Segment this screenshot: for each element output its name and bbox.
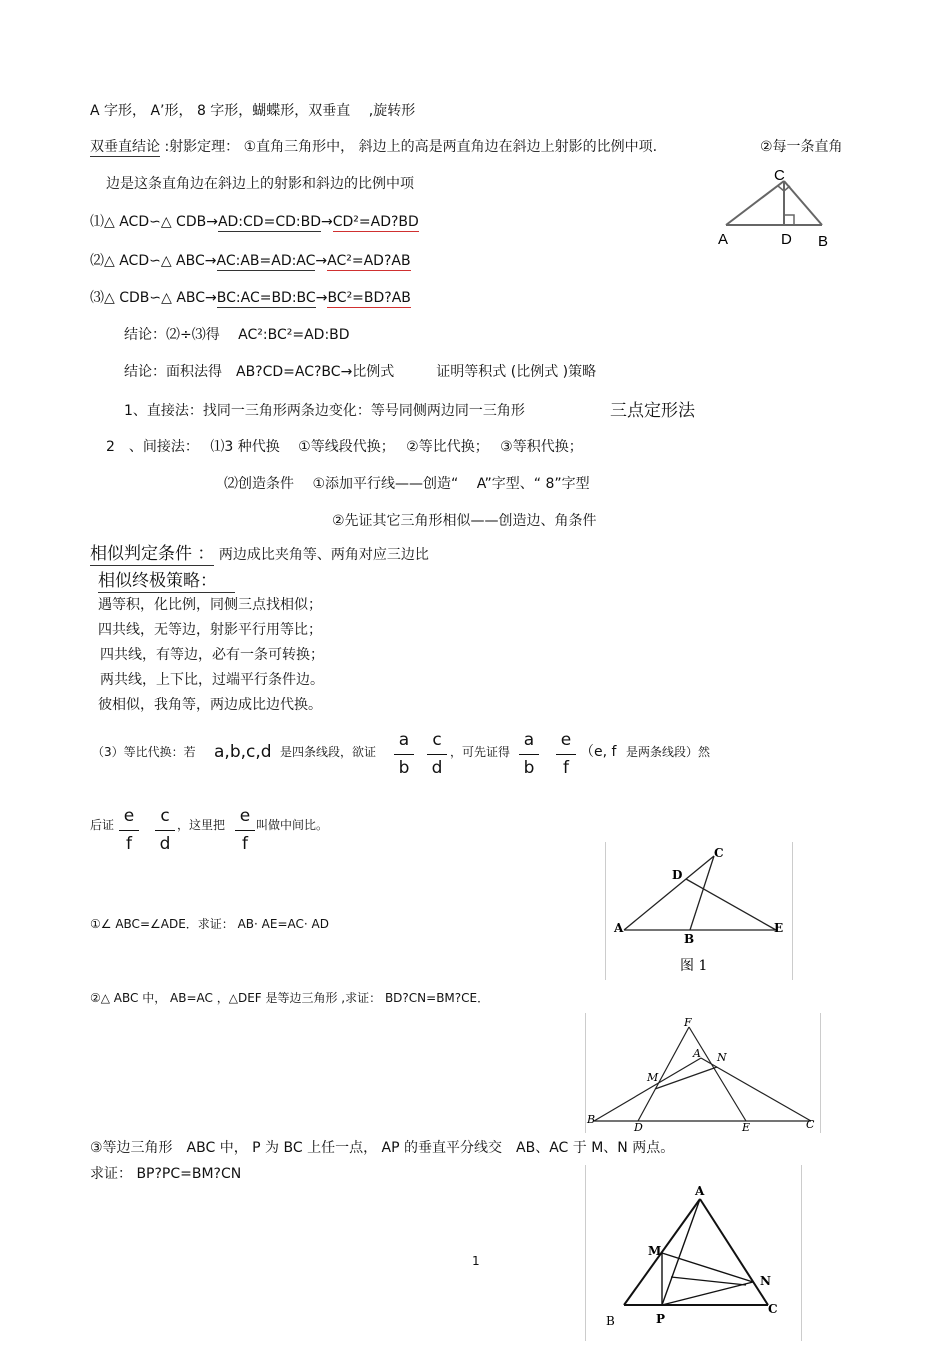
similarity-criteria-line xyxy=(90,544,429,564)
method-direct: 1、直接法：找同一三角形两条边变化：等号同侧两边同一三角形 xyxy=(124,403,525,419)
eq-substitution-intro: （3）等比代换：若 xyxy=(92,745,196,759)
item-2-arrow: → xyxy=(315,253,328,269)
page-number: 1 xyxy=(472,1254,480,1268)
eq-vars: a,b,c,d xyxy=(214,742,272,762)
three-point-method: 三点定形法 xyxy=(610,401,695,421)
eq-ef-vars: （e, f xyxy=(580,744,617,760)
label-d: D xyxy=(781,231,792,248)
svg-text:E: E xyxy=(774,921,784,935)
eq-two-segments: 是两条线段）然 xyxy=(626,745,711,759)
conclusion-area: 结论：面积法得 AB?CD=AC?BC→比例式 证明等积式 (比例式 )策略 xyxy=(124,364,597,380)
similarity-item-3 xyxy=(90,290,411,307)
svg-text:C: C xyxy=(806,1118,815,1131)
figure-3 xyxy=(586,1165,801,1341)
item-1-prefix: ⑴△ ACD∽△ CDB→ xyxy=(90,214,218,230)
item-3-square: BC²=BD?AB xyxy=(327,290,411,306)
conclusion-division: 结论：⑵÷⑶得 AC²:BC²=AD:BD xyxy=(124,327,350,343)
figure-2 xyxy=(586,1013,820,1133)
side-ac xyxy=(726,181,784,225)
fraction-e-f: e f xyxy=(554,732,578,777)
svg-text:B: B xyxy=(684,932,695,946)
eq-here: ，这里把 xyxy=(177,818,226,832)
shape-types-line: A 字形， A’形， 8 字形，蝴蝶形，双垂直 ,旋转形 xyxy=(90,103,416,119)
svg-text:B: B xyxy=(587,1113,596,1126)
figure-1 xyxy=(606,842,792,980)
similarity-item-2 xyxy=(90,253,411,270)
item-2-square: AC²=AD?AB xyxy=(327,253,411,269)
fraction-c-d: c d xyxy=(425,732,449,777)
eq-first-prove: ，可先证得 xyxy=(450,745,511,759)
projection-theorem-text: :射影定理： ①直角三角形中， 斜边上的高是两直角边在斜边上射影的比例中项. xyxy=(160,139,658,155)
right-triangle-figure xyxy=(712,165,832,250)
similarity-criteria-text: 两边成比夹角等、两角对应三边比 xyxy=(214,547,429,563)
projection-theorem-continued: 边是这条直角边在斜边上的射影和斜边的比例中项 xyxy=(106,176,414,192)
svg-text:图 1: 图 1 xyxy=(680,958,708,974)
svg-text:C: C xyxy=(768,1302,778,1316)
svg-text:M: M xyxy=(647,1071,659,1084)
item-2-ratio: AC:AB=AD:AC xyxy=(216,253,316,269)
fraction-e-f-2: e f xyxy=(117,808,141,853)
right-angle-mark-d xyxy=(784,215,794,225)
svg-text:D: D xyxy=(634,1121,643,1133)
item-1-arrow: → xyxy=(320,214,333,230)
method-indirect: 2 、间接法： ⑴3 种代换 ①等线段代换； ②等比代换； ③等积代换； xyxy=(106,439,583,455)
label-a: A xyxy=(718,231,729,248)
svg-text:A: A xyxy=(695,1184,705,1198)
svg-text:M: M xyxy=(648,1244,662,1258)
svg-text:F: F xyxy=(684,1016,692,1029)
poem-line-2: 四共线，无等边，射影平行用等比； xyxy=(98,622,322,638)
projection-theorem-end: ②每一条直角 xyxy=(760,139,843,155)
figure-3-frame xyxy=(585,1165,802,1341)
problem-2: ②△ ABC 中， AB=AC ，△DEF 是等边三角形 ,求证： BD?CN=BM?CE． xyxy=(90,991,490,1005)
problem-1: ①∠ ABC=∠ADE．求证： AB· AE=AC· AD xyxy=(90,917,329,931)
eq-then-prove: 后证 xyxy=(90,818,115,832)
svg-text:A: A xyxy=(614,921,624,935)
fraction-a-b-2: a b xyxy=(517,732,541,777)
item-3-prefix: ⑶△ CDB∽△ ABC→ xyxy=(90,290,217,306)
double-perpendicular-label: 双垂直结论 xyxy=(90,139,160,155)
poem-line-4: 两共线，上下比，过端平行条件边。 xyxy=(100,672,324,688)
poem-line-3: 四共线，有等边，必有一条可转换； xyxy=(100,647,324,663)
figure-1-frame xyxy=(605,842,793,980)
similarity-criteria-title: 相似判定条件 ： xyxy=(90,544,215,564)
fraction-c-d-2: c d xyxy=(153,808,177,853)
ultimate-strategy-title: 相似终极策略： xyxy=(98,571,235,593)
item-3-ratio: BC:AC=BD:BC xyxy=(216,290,316,306)
method-create-conditions: ⑵创造条件 ①添加平行线——创造“ A”字型、“ 8”字型 xyxy=(224,476,590,492)
svg-text:D: D xyxy=(672,868,683,882)
side-cb xyxy=(784,181,822,225)
fraction-e-f-3: e f xyxy=(233,808,257,853)
svg-text:N: N xyxy=(760,1274,771,1288)
svg-text:A: A xyxy=(693,1047,701,1060)
eq-middle-ratio: 叫做中间比。 xyxy=(256,818,329,832)
figure-2-frame xyxy=(585,1013,821,1133)
item-2-prefix: ⑵△ ACD∽△ ABC→ xyxy=(90,253,217,269)
item-1-square: CD²=AD?BD xyxy=(332,214,419,230)
item-3-arrow: → xyxy=(315,290,328,306)
poem-line-5: 彼相似，我角等，两边成比边代换。 xyxy=(98,697,322,713)
svg-text:B: B xyxy=(606,1314,615,1328)
item-1-ratio: AD:CD=CD:BD xyxy=(217,214,321,230)
svg-text:N: N xyxy=(717,1051,727,1064)
poem-line-1: 遇等积，化比例，同侧三点找相似； xyxy=(98,597,322,613)
problem-3: ③等边三角形 ABC 中， P 为 BC 上任一点， AP 的垂直平分线交 AB、AC 于 M、N 两点。 xyxy=(90,1140,675,1156)
svg-text:P: P xyxy=(656,1312,666,1326)
eq-want-prove: 是四条线段，欲证 xyxy=(280,745,377,759)
label-c: C xyxy=(774,167,785,184)
problem-3-prove: 求证： BP?PC=BM?CN xyxy=(90,1166,242,1182)
similarity-item-1 xyxy=(90,214,419,231)
label-b: B xyxy=(818,233,829,250)
double-perpendicular-line xyxy=(90,139,657,156)
svg-text:C: C xyxy=(714,846,724,860)
fraction-a-b: a b xyxy=(392,732,416,777)
method-prove-other: ②先证其它三角形相似——创造边、角条件 xyxy=(332,513,597,529)
svg-text:E: E xyxy=(742,1121,751,1133)
